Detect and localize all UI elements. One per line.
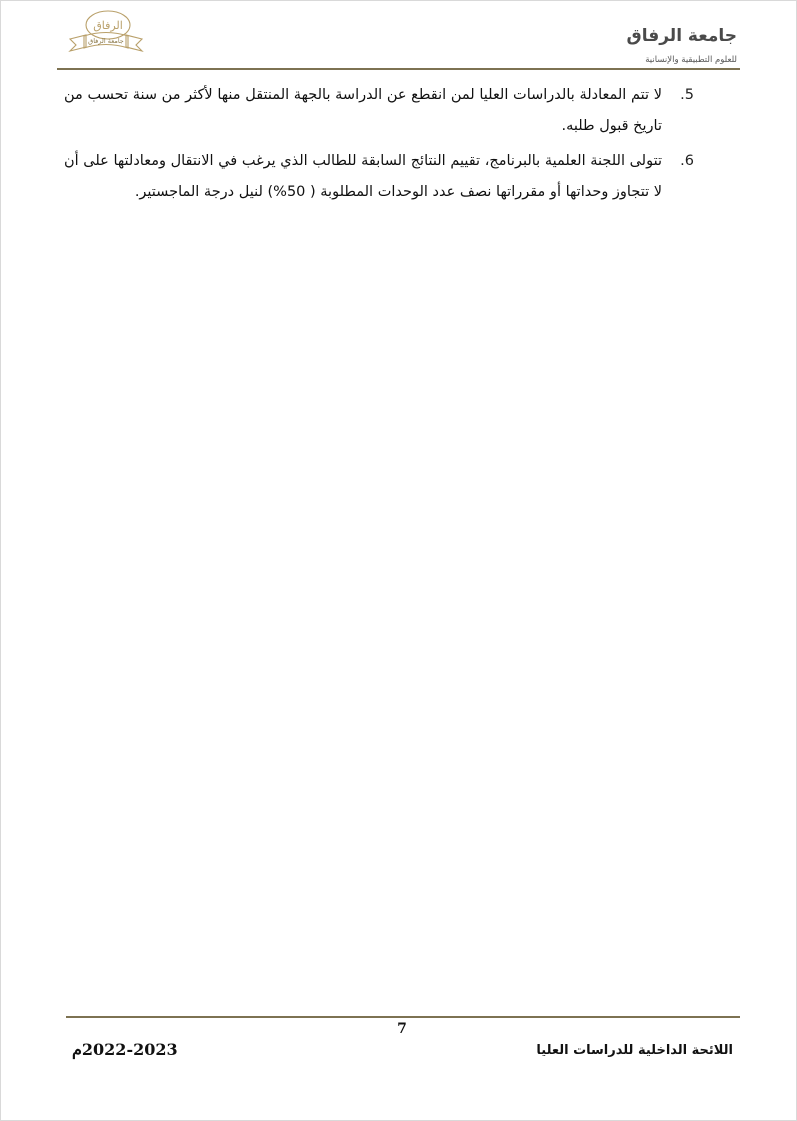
university-logo-icon [64, 5, 148, 63]
list-item [64, 146, 694, 208]
header-divider [57, 68, 740, 70]
list-item-text: لا تتم المعادلة بالدراسات العليا لمن انقطع عن الدراسة بالجهة المنتقل منها لأكثر من سنة تحسب من تاريخ قبول طلبه. [64, 87, 662, 134]
university-subtitle: للعلوم التطبيقية والإنسانية [645, 55, 737, 65]
page-number: 7 [397, 1021, 407, 1037]
footer-document-title: اللائحة الداخلية للدراسات العليا [536, 1043, 733, 1058]
logo-text-top: الرفاق [93, 19, 123, 32]
list-item-number: 6. [680, 153, 694, 169]
document-body [64, 80, 694, 212]
list-item-number: 5. [680, 87, 694, 103]
list-item [64, 80, 694, 142]
footer-divider [66, 1016, 740, 1018]
footer-academic-year: 2022-2023م [72, 1040, 178, 1059]
university-name: جامعة الرفاق [626, 26, 737, 46]
list-item-text: تتولى اللجنة العلمية بالبرنامج، تقييم النتائج السابقة للطالب الذي يرغب في الانتقال ومعادلتها على أن لا تتجاوز وحداتها أو مقرراتها نصف عدد الوحدات المطلوبة ( 50%) لنيل درجة الماجستير. [64, 153, 662, 200]
logo-text-bottom: جامعة الرفاق [88, 37, 124, 45]
